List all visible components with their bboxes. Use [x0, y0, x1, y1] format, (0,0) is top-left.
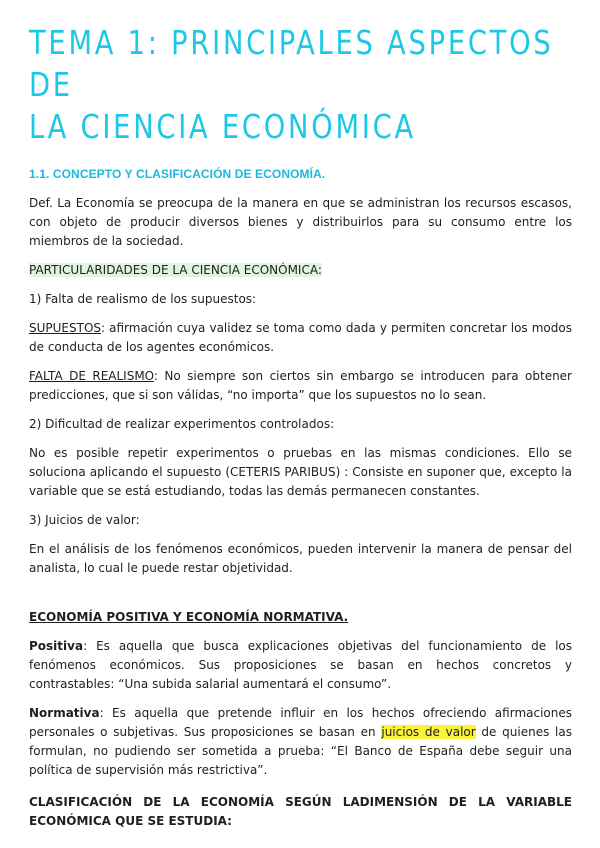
- particularidades-heading: [29, 261, 572, 280]
- clasificacion-heading: CLASIFICACIÓN DE LA ECONOMÍA SEGÚN LADIMENSIÓN DE LA VARIABLE ECONÓMICA QUE SE ESTUDIA:: [29, 795, 572, 828]
- falta-realismo-paragraph: [29, 367, 572, 405]
- repetir-paragraph: No es posible repetir experimentos o pruebas en las mismas condiciones. Ello se soluciona aplicando el supuesto (CETERIS PARIBUS) : Consiste en suponer que, excepto la variable que se está estudiando, todas las demás permanecen constantes.: [29, 446, 572, 498]
- point-3: 3) Juicios de valor:: [29, 513, 140, 527]
- positiva-paragraph: [29, 637, 572, 694]
- supuestos-term: SUPUESTOS: [29, 321, 102, 335]
- page-title-line-1: TEMA 1: PRINCIPALES ASPECTOS DE: [29, 23, 554, 104]
- positiva-term: Positiva: [29, 639, 84, 653]
- normativa-text-b: de quienes las formulan, no pudiendo ser sometida a prueba: “El Banco de España debe seguir una política de supervisión más restrictiva”.: [29, 725, 572, 777]
- juicios-de-valor-highlight: juicios de valor: [381, 725, 476, 739]
- falta-realismo-text: : No siempre son ciertos sin embargo se introducen para obtener predicciones, que si son válidas, “no importa” que los supuestos no lo sean.: [29, 369, 572, 402]
- normativa-term: Normativa: [29, 706, 100, 720]
- page-title: [29, 22, 572, 148]
- page-title-line-2: LA CIENCIA ECONÓMICA: [29, 107, 416, 146]
- normativa-text-a: : Es aquella que pretende influir en los hechos ofreciendo afirmaciones personales o subjetivas. Sus proposiciones se basan en: [29, 706, 572, 739]
- section-heading: 1.1. CONCEPTO Y CLASIFICACIÓN DE ECONOMÍA.: [29, 167, 326, 181]
- document-page: [29, 22, 572, 831]
- analisis-paragraph: En el análisis de los fenómenos económicos, pueden intervenir la manera de pensar del analista, lo cual le puede restar objetividad.: [29, 542, 572, 575]
- positiva-normativa-heading: ECONOMÍA POSITIVA Y ECONOMÍA NORMATIVA.: [29, 610, 349, 624]
- falta-realismo-term: FALTA DE REALISMO: [29, 369, 154, 383]
- supuestos-text: : afirmación cuya validez se toma como dada y permiten concretar los modos de conducta de los agentes económicos.: [29, 321, 572, 354]
- definition-paragraph: Def. La Economía se preocupa de la manera en que se administran los recursos escasos, con objeto de producir diversos bienes y distribuirlos para su consumo entre los miembros de la sociedad.: [29, 196, 572, 248]
- particularidades-highlight: PARTICULARIDADES DE LA CIENCIA ECONÓMICA:: [29, 263, 322, 277]
- normativa-paragraph: [29, 704, 572, 780]
- point-2: 2) Dificultad de realizar experimentos controlados:: [29, 417, 335, 431]
- positiva-text: : Es aquella que busca explicaciones objetivas del funcionamiento de los fenómenos económicos. Sus proposiciones se basan en hechos concretos y contrastables: “Una subida salarial aumentará el consumo”.: [29, 639, 572, 691]
- point-1: 1) Falta de realismo de los supuestos:: [29, 292, 257, 306]
- supuestos-paragraph: [29, 319, 572, 357]
